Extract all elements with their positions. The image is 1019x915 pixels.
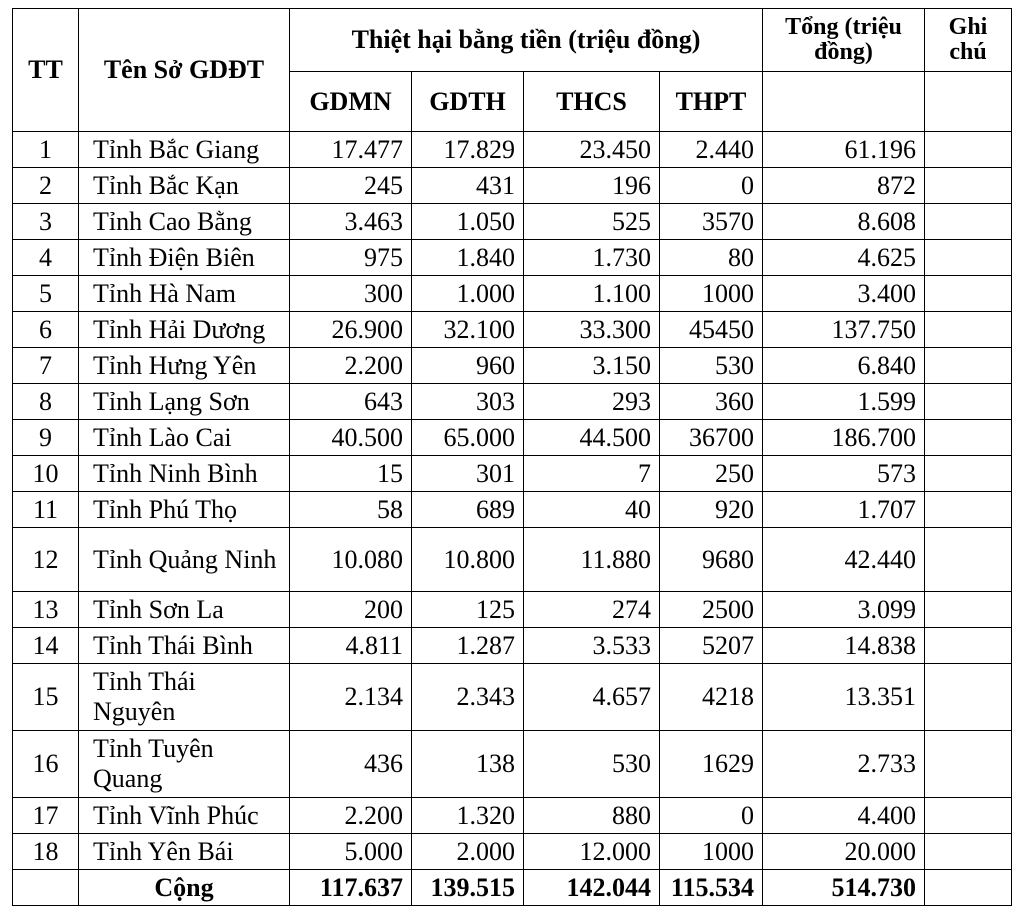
row-total: 573 — [763, 456, 925, 492]
row-total: 8.608 — [763, 204, 925, 240]
row-tt: 8 — [13, 384, 79, 420]
row-thcs: 196 — [524, 168, 660, 204]
table-row — [13, 168, 1012, 204]
row-total: 4.625 — [763, 240, 925, 276]
row-gdth: 1.840 — [412, 240, 524, 276]
row-tt: 17 — [13, 798, 79, 834]
row-note — [925, 731, 1012, 798]
row-gdmn: 300 — [290, 276, 412, 312]
row-thpt: 920 — [660, 492, 763, 528]
row-total: 2.733 — [763, 731, 925, 798]
table-row — [13, 384, 1012, 420]
row-thcs: 4.657 — [524, 664, 660, 731]
header-note-empty — [925, 72, 1012, 132]
row-note — [925, 456, 1012, 492]
table-row — [13, 240, 1012, 276]
table-row — [13, 528, 1012, 592]
row-total: 137.750 — [763, 312, 925, 348]
row-thcs: 530 — [524, 731, 660, 798]
row-thpt: 4218 — [660, 664, 763, 731]
totals-row — [13, 870, 1012, 906]
row-gdmn: 17.477 — [290, 132, 412, 168]
row-thpt: 80 — [660, 240, 763, 276]
row-total: 1.599 — [763, 384, 925, 420]
damage-table — [12, 8, 1012, 906]
header-gdth: GDTH — [412, 72, 524, 132]
row-gdth: 960 — [412, 348, 524, 384]
row-total: 4.400 — [763, 798, 925, 834]
header-total: Tổng (triệu đồng) — [763, 9, 925, 72]
row-gdmn: 200 — [290, 592, 412, 628]
row-gdmn: 975 — [290, 240, 412, 276]
row-total: 186.700 — [763, 420, 925, 456]
row-gdth: 689 — [412, 492, 524, 528]
row-thpt: 360 — [660, 384, 763, 420]
row-name: Tỉnh Sơn La — [79, 592, 290, 628]
row-note — [925, 240, 1012, 276]
row-thpt: 2.440 — [660, 132, 763, 168]
row-gdmn: 15 — [290, 456, 412, 492]
row-thpt: 9680 — [660, 528, 763, 592]
header-tt: TT — [13, 9, 79, 132]
row-gdmn: 3.463 — [290, 204, 412, 240]
row-note — [925, 312, 1012, 348]
totals-thcs: 142.044 — [524, 870, 660, 906]
row-thcs: 274 — [524, 592, 660, 628]
row-name: Tỉnh Phú Thọ — [79, 492, 290, 528]
row-name: Tỉnh Thái Nguyên — [79, 664, 290, 731]
row-gdth: 1.287 — [412, 628, 524, 664]
row-gdmn: 58 — [290, 492, 412, 528]
row-gdmn: 10.080 — [290, 528, 412, 592]
row-tt: 2 — [13, 168, 79, 204]
row-thpt: 0 — [660, 798, 763, 834]
row-thpt: 1000 — [660, 834, 763, 870]
row-gdth: 10.800 — [412, 528, 524, 592]
row-total: 13.351 — [763, 664, 925, 731]
row-thpt: 1629 — [660, 731, 763, 798]
row-total: 1.707 — [763, 492, 925, 528]
row-name: Tỉnh Hà Nam — [79, 276, 290, 312]
row-total: 14.838 — [763, 628, 925, 664]
totals-gdth: 139.515 — [412, 870, 524, 906]
row-name: Tỉnh Hưng Yên — [79, 348, 290, 384]
header-total-empty — [763, 72, 925, 132]
row-gdmn: 436 — [290, 731, 412, 798]
table-row — [13, 628, 1012, 664]
row-thpt: 36700 — [660, 420, 763, 456]
row-tt: 14 — [13, 628, 79, 664]
table-row — [13, 834, 1012, 870]
row-gdth: 1.050 — [412, 204, 524, 240]
table-row — [13, 664, 1012, 731]
table-row — [13, 348, 1012, 384]
row-note — [925, 664, 1012, 731]
row-tt: 6 — [13, 312, 79, 348]
table-row — [13, 492, 1012, 528]
table-row — [13, 731, 1012, 798]
row-thpt: 2500 — [660, 592, 763, 628]
row-note — [925, 276, 1012, 312]
row-name: Tỉnh Lạng Sơn — [79, 384, 290, 420]
row-total: 20.000 — [763, 834, 925, 870]
table-row — [13, 204, 1012, 240]
row-tt: 16 — [13, 731, 79, 798]
row-gdmn: 26.900 — [290, 312, 412, 348]
table-row — [13, 276, 1012, 312]
row-gdth: 125 — [412, 592, 524, 628]
row-gdmn: 40.500 — [290, 420, 412, 456]
row-thcs: 880 — [524, 798, 660, 834]
row-name: Tỉnh Lào Cai — [79, 420, 290, 456]
row-gdth: 301 — [412, 456, 524, 492]
header-row-1 — [13, 9, 1012, 72]
row-gdmn: 2.134 — [290, 664, 412, 731]
row-name: Tỉnh Bắc Giang — [79, 132, 290, 168]
row-thcs: 7 — [524, 456, 660, 492]
row-thpt: 250 — [660, 456, 763, 492]
row-name: Tỉnh Yên Bái — [79, 834, 290, 870]
row-name: Tỉnh Thái Bình — [79, 628, 290, 664]
row-gdth: 17.829 — [412, 132, 524, 168]
header-thpt: THPT — [660, 72, 763, 132]
row-tt: 11 — [13, 492, 79, 528]
row-thcs: 44.500 — [524, 420, 660, 456]
row-note — [925, 384, 1012, 420]
row-note — [925, 132, 1012, 168]
row-gdmn: 5.000 — [290, 834, 412, 870]
header-damage-group: Thiệt hại bằng tiền (triệu đồng) — [290, 9, 763, 72]
row-thcs: 525 — [524, 204, 660, 240]
row-thcs: 3.533 — [524, 628, 660, 664]
row-thcs: 3.150 — [524, 348, 660, 384]
totals-label: Cộng — [79, 870, 290, 906]
row-thcs: 33.300 — [524, 312, 660, 348]
row-name: Tỉnh Quảng Ninh — [79, 528, 290, 592]
row-note — [925, 628, 1012, 664]
row-note — [925, 168, 1012, 204]
row-tt: 9 — [13, 420, 79, 456]
row-note — [925, 420, 1012, 456]
row-total: 6.840 — [763, 348, 925, 384]
row-tt: 3 — [13, 204, 79, 240]
row-thcs: 23.450 — [524, 132, 660, 168]
row-tt: 5 — [13, 276, 79, 312]
totals-note — [925, 870, 1012, 906]
row-name: Tỉnh Tuyên Quang — [79, 731, 290, 798]
header-name: Tên Sở GDĐT — [79, 9, 290, 132]
row-tt: 18 — [13, 834, 79, 870]
row-total: 42.440 — [763, 528, 925, 592]
totals-tt-cell — [13, 870, 79, 906]
row-name: Tỉnh Hải Dương — [79, 312, 290, 348]
row-gdmn: 2.200 — [290, 348, 412, 384]
table-row — [13, 456, 1012, 492]
totals-thpt: 115.534 — [660, 870, 763, 906]
row-note — [925, 592, 1012, 628]
row-thcs: 1.100 — [524, 276, 660, 312]
row-gdth: 431 — [412, 168, 524, 204]
table-row — [13, 132, 1012, 168]
row-tt: 10 — [13, 456, 79, 492]
row-thpt: 1000 — [660, 276, 763, 312]
row-thpt: 3570 — [660, 204, 763, 240]
row-thcs: 293 — [524, 384, 660, 420]
row-gdth: 2.343 — [412, 664, 524, 731]
row-note — [925, 798, 1012, 834]
row-thpt: 5207 — [660, 628, 763, 664]
table-row — [13, 798, 1012, 834]
row-thpt: 45450 — [660, 312, 763, 348]
row-note — [925, 834, 1012, 870]
row-gdth: 303 — [412, 384, 524, 420]
row-gdth: 1.320 — [412, 798, 524, 834]
table-row — [13, 592, 1012, 628]
table-row — [13, 312, 1012, 348]
row-gdmn: 2.200 — [290, 798, 412, 834]
row-thcs: 40 — [524, 492, 660, 528]
row-tt: 4 — [13, 240, 79, 276]
row-thpt: 530 — [660, 348, 763, 384]
row-note — [925, 204, 1012, 240]
row-total: 61.196 — [763, 132, 925, 168]
row-tt: 12 — [13, 528, 79, 592]
table-body — [13, 132, 1012, 870]
row-gdth: 65.000 — [412, 420, 524, 456]
row-name: Tỉnh Cao Bằng — [79, 204, 290, 240]
row-tt: 7 — [13, 348, 79, 384]
row-note — [925, 348, 1012, 384]
row-total: 872 — [763, 168, 925, 204]
row-thcs: 1.730 — [524, 240, 660, 276]
totals-gdmn: 117.637 — [290, 870, 412, 906]
row-name: Tỉnh Vĩnh Phúc — [79, 798, 290, 834]
row-name: Tỉnh Ninh Bình — [79, 456, 290, 492]
row-note — [925, 492, 1012, 528]
row-gdth: 2.000 — [412, 834, 524, 870]
row-total: 3.400 — [763, 276, 925, 312]
row-name: Tỉnh Bắc Kạn — [79, 168, 290, 204]
row-gdth: 32.100 — [412, 312, 524, 348]
totals-total: 514.730 — [763, 870, 925, 906]
row-note — [925, 528, 1012, 592]
header-note: Ghi chú — [925, 9, 1012, 72]
header-gdmn: GDMN — [290, 72, 412, 132]
row-thcs: 11.880 — [524, 528, 660, 592]
row-thcs: 12.000 — [524, 834, 660, 870]
row-thpt: 0 — [660, 168, 763, 204]
row-gdth: 138 — [412, 731, 524, 798]
row-tt: 15 — [13, 664, 79, 731]
row-gdmn: 245 — [290, 168, 412, 204]
row-gdth: 1.000 — [412, 276, 524, 312]
row-total: 3.099 — [763, 592, 925, 628]
row-gdmn: 4.811 — [290, 628, 412, 664]
header-thcs: THCS — [524, 72, 660, 132]
table-row — [13, 420, 1012, 456]
row-name: Tỉnh Điện Biên — [79, 240, 290, 276]
row-tt: 1 — [13, 132, 79, 168]
row-gdmn: 643 — [290, 384, 412, 420]
row-tt: 13 — [13, 592, 79, 628]
